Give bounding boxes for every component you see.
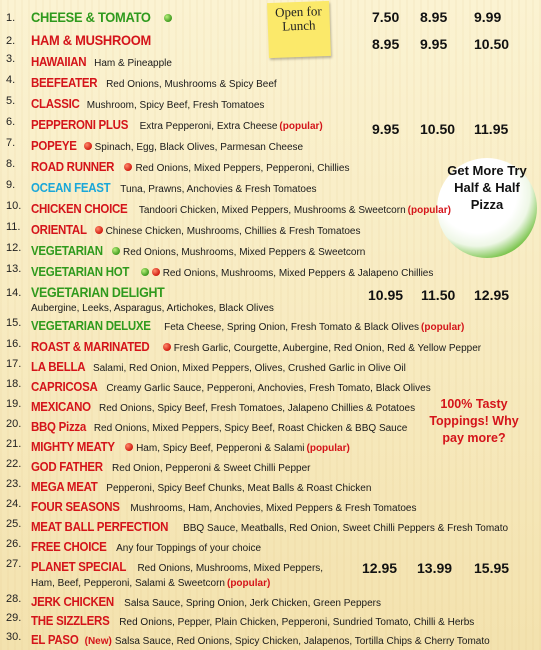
item-description: BBQ Sauce, Meatballs, Red Onion, Sweet Chilli Peppers & Fresh Tomato: [183, 523, 509, 534]
vegetarian-dot-icon: [141, 268, 149, 276]
price-small: 12.95: [362, 560, 398, 576]
item-number: 6.: [6, 116, 16, 128]
item-description: Mushrooms, Ham, Anchovies, Mixed Peppers & Fresh Tomatoes: [130, 503, 417, 514]
item-number: 3.: [6, 53, 16, 65]
item-name: MEXICANO: [31, 400, 91, 414]
item-number: 26.: [6, 538, 22, 550]
item-description: Red Onions, Pepper, Plain Chicken, Pepperoni, Sundried Tomato, Chilli & Herbs: [119, 617, 475, 628]
item-description: Creamy Garlic Sauce, Pepperoni, Anchovies, Fresh Tomato, Black Olives: [106, 383, 431, 394]
item-number: 9.: [6, 179, 16, 191]
price-medium: 10.50: [420, 121, 456, 137]
item-name: MEAT BALL PERFECTION: [31, 520, 169, 534]
chilli-hot-icon: [84, 142, 92, 150]
item-name: BBQ Pizza: [31, 420, 87, 434]
item-number: 23.: [6, 478, 22, 490]
item-number: 8.: [6, 158, 16, 170]
item-name: VEGETARIAN DELUXE: [31, 319, 151, 333]
item-name: MEGA MEAT: [31, 480, 98, 494]
item-name: LA BELLA: [31, 360, 86, 374]
item-description: Red Onions, Mixed Peppers, Pepperoni, Chillies: [135, 163, 350, 174]
price-large: 11.95: [474, 121, 509, 137]
item-description: Red Onions, Mushrooms, Mixed Peppers & Sweetcorn: [123, 247, 366, 258]
price-medium: 9.95: [420, 36, 448, 52]
item-name: POPEYE: [31, 139, 77, 153]
item-number: 15.: [6, 317, 22, 329]
item-number: 22.: [6, 458, 22, 470]
chilli-hot-icon: [95, 226, 103, 234]
vegetarian-dot-icon: [164, 14, 172, 22]
item-number: 21.: [6, 438, 22, 450]
item-description: Red Onions, Spicy Beef, Fresh Tomatoes, Jalapeno Chillies & Potatoes: [98, 403, 416, 414]
item-name: CHEESE & TOMATO: [31, 9, 151, 25]
popular-tag: (popular): [226, 578, 271, 589]
price-large: 12.95: [474, 287, 510, 303]
item-name: ROAST & MARINATED: [31, 340, 150, 354]
price-small: 10.95: [368, 287, 404, 303]
item-number: 4.: [6, 74, 16, 86]
price-small: 9.95: [372, 121, 400, 137]
item-number: 13.: [6, 263, 22, 275]
item-description: Fresh Garlic, Courgette, Aubergine, Red Onion, Red & Yellow Pepper: [173, 343, 482, 354]
item-description: Tandoori Chicken, Mixed Peppers, Mushrooms & Sweetcorn: [138, 205, 406, 216]
price-large: 15.95: [474, 560, 510, 576]
item-description: Red Onions, Mixed Peppers, Spicy Beef, Roast Chicken & BBQ Sauce: [93, 423, 408, 434]
item-name: CLASSIC: [31, 97, 80, 111]
item-description: Salsa Sauce, Spring Onion, Jerk Chicken, Green Peppers: [124, 598, 381, 609]
item-number: 14.: [6, 287, 22, 299]
item-number: 16.: [6, 338, 22, 350]
item-number: 12.: [6, 242, 22, 254]
item-number: 5.: [6, 95, 16, 107]
item-number: 18.: [6, 378, 22, 390]
item-number: 10.: [6, 200, 22, 212]
item-description: Red Onions, Mushrooms & Spicy Beef: [106, 79, 277, 90]
item-name: THE SIZZLERS: [31, 614, 110, 628]
price-medium: 13.99: [417, 560, 453, 576]
item-number: 1.: [6, 12, 16, 24]
price-small: 7.50: [372, 9, 400, 25]
item-description: Aubergine, Leeks, Asparagus, Artichokes, Black Olives: [31, 303, 274, 314]
item-description: Salsa Sauce, Red Onions, Spicy Chicken, Jalapenos, Tortilla Chips & Cherry Tomato: [114, 636, 490, 647]
item-name: HAWAIIAN: [31, 55, 87, 69]
item-description: Chinese Chicken, Mushrooms, Chillies & Fresh Tomatoes: [105, 226, 361, 237]
item-name: JERK CHICKEN: [31, 595, 114, 609]
item-name: BEEFEATER: [31, 76, 98, 90]
item-description: Feta Cheese, Spring Onion, Fresh Tomato & Black Olives: [164, 322, 420, 333]
item-name: PEPPERONI PLUS: [31, 118, 129, 132]
item-name: FREE CHOICE: [31, 540, 107, 554]
item-name: CAPRICOSA: [31, 380, 98, 394]
item-description: Extra Pepperoni, Extra Cheese: [139, 121, 278, 132]
item-name: EL PASO: [31, 633, 79, 647]
item-number: 11.: [6, 221, 21, 233]
popular-tag: (popular): [407, 205, 451, 216]
item-number: 24.: [6, 498, 22, 510]
half-and-half-badge-text: Get More Try Half & Half Pizza: [447, 163, 527, 212]
item-description: Ham, Spicy Beef, Pepperoni & Salami: [136, 443, 305, 454]
item-name: ROAD RUNNER: [31, 160, 115, 174]
chilli-hot-icon: [163, 343, 171, 351]
price-medium: 8.95: [420, 9, 448, 25]
item-name: VEGETARIAN HOT: [31, 265, 130, 279]
item-number: 20.: [6, 418, 22, 430]
item-description: Red Onions, Mushrooms, Mixed Peppers & Jalapeno Chillies: [162, 268, 434, 279]
item-name: MIGHTY MEATY: [31, 440, 115, 454]
item-description: Tuna, Prawns, Anchovies & Fresh Tomatoes: [120, 184, 317, 195]
item-name: GOD FATHER: [31, 460, 103, 474]
item-name: ORIENTAL: [31, 223, 87, 237]
vegetarian-dot-icon: [112, 247, 120, 255]
item-number: 27.: [6, 558, 22, 570]
item-name: PLANET SPECIAL: [31, 560, 127, 574]
item-number: 7.: [6, 137, 16, 149]
item-number: 25.: [6, 518, 22, 530]
chilli-hot-icon: [124, 163, 132, 171]
chilli-hot-icon: [152, 268, 160, 276]
price-large: 9.99: [474, 9, 502, 25]
item-number: 17.: [6, 358, 22, 370]
chilli-hot-icon: [125, 443, 133, 451]
item-name: CHICKEN CHOICE: [31, 202, 128, 216]
item-description: Mushroom, Spicy Beef, Fresh Tomatoes: [86, 100, 265, 111]
item-description: Red Onions, Mushrooms, Mixed Peppers,: [137, 563, 324, 574]
item-description: Salami, Red Onion, Mixed Peppers, Olives, Crushed Garlic in Olive Oil: [92, 363, 406, 374]
item-description: Any four Toppings of your choice: [116, 543, 262, 554]
item-number: 29.: [6, 612, 22, 624]
item-name: HAM & MUSHROOM: [31, 32, 151, 48]
item-name: VEGETARIAN DELIGHT: [31, 285, 165, 300]
price-medium: 11.50: [421, 287, 456, 303]
price-large: 10.50: [474, 36, 510, 52]
item-description: Red Onion, Pepperoni & Sweet Chilli Pepper: [112, 463, 311, 474]
item-number: 30.: [6, 631, 22, 643]
item-number: 19.: [6, 398, 22, 410]
open-for-lunch-note: Open for Lunch: [267, 1, 331, 58]
item-description: Spinach, Egg, Black Olives, Parmesan Cheese: [94, 142, 304, 153]
item-description: Ham, Beef, Pepperoni, Salami & Sweetcorn: [31, 578, 225, 589]
popular-tag: (popular): [421, 322, 465, 333]
item-name: VEGETARIAN: [31, 244, 103, 258]
item-name: FOUR SEASONS: [31, 500, 120, 514]
item-description: Ham & Pineapple: [94, 58, 172, 69]
popular-tag: (popular): [279, 121, 323, 132]
item-description: Pepperoni, Spicy Beef Chunks, Meat Balls & Roast Chicken: [106, 483, 372, 494]
item-number: 28.: [6, 593, 22, 605]
price-small: 8.95: [372, 36, 400, 52]
tasty-toppings-promo: 100% Tasty Toppings! Why pay more?: [429, 397, 519, 445]
new-tag: (New): [84, 636, 112, 647]
popular-tag: (popular): [306, 443, 350, 454]
item-number: 2.: [6, 35, 16, 47]
item-name: OCEAN FEAST: [31, 181, 111, 195]
